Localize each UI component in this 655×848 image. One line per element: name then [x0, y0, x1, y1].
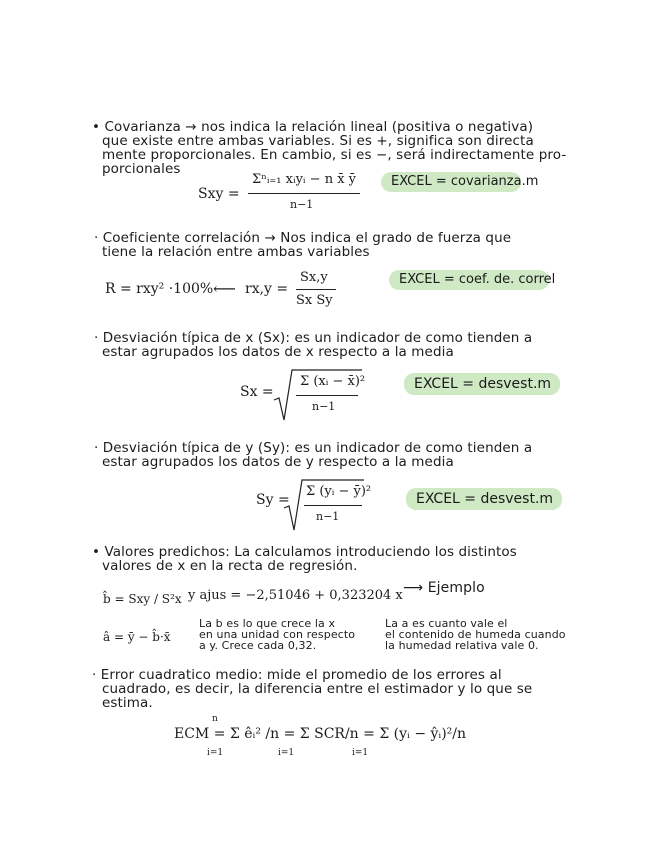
valores-b-hat: b̂ = Sxy / S²x	[103, 592, 182, 606]
coeficiente-line-2: tiene la relación entre ambas variables	[102, 244, 370, 260]
error-line-2: cuadrado, es decir, la diferencia entre el estimador y lo que se	[102, 681, 533, 697]
valores-line-1: • Valores predichos: La calculamos introduciendo los distintos	[92, 544, 517, 560]
valores-note-b-3: a y. Crece cada 0,32.	[199, 639, 317, 652]
desviacion-x-excel: EXCEL = desvest.m	[414, 376, 552, 392]
desviacion-x-lhs: Sx =	[240, 384, 274, 400]
error-line-3: estima.	[102, 695, 153, 711]
covarianza-formula-lhs: Sxy =	[198, 186, 240, 202]
desviacion-y-fraction-bar	[304, 505, 362, 506]
valores-note-b-2: en una unidad con respecto	[199, 628, 356, 641]
valores-note-a-3: la humedad relativa vale 0.	[385, 639, 539, 652]
desviacion-y-excel: EXCEL = desvest.m	[416, 491, 554, 507]
desviacion-x-line-2: estar agrupados los datos de x respecto a la media	[102, 344, 454, 360]
covarianza-line-2: que existe entre ambas variables. Si es +, significa son directa	[102, 133, 534, 149]
coeficiente-excel-highlight	[389, 270, 556, 290]
covarianza-excel-highlight	[381, 172, 539, 192]
error-line-1: · Error cuadratico medio: mide el promedio de los errores al	[92, 667, 502, 683]
error-sum-bottom-2: i=1	[278, 748, 295, 758]
coeficiente-rxy-numerator: Sx,y	[300, 270, 328, 285]
valores-y-ajustada: y ajus = −2,51046 + 0,323204 x	[188, 588, 403, 603]
coeficiente-line-1: · Coeficiente correlación → Nos indica el grado de fuerza que	[94, 230, 512, 246]
coeficiente-r-formula: R = rxy² ·100%	[105, 281, 214, 297]
desviacion-x-numerator: Σ (xᵢ − x̄)²	[300, 374, 366, 389]
valores-a-hat: â = ȳ − b̂·x̄	[103, 630, 171, 644]
coeficiente-rxy-denominator: Sx Sy	[296, 293, 333, 308]
desviacion-x-excel-highlight	[404, 373, 560, 395]
error-sum-bottom-3: i=1	[352, 748, 369, 758]
covarianza-formula-numerator: Σⁿᵢ₌₁ xᵢyᵢ − n x̄ ȳ	[252, 172, 357, 187]
coeficiente-arrow: ⟵	[213, 279, 236, 298]
valores-note-a-2: el contenido de humeda cuando	[385, 628, 566, 641]
desviacion-y-line-1: · Desviación típica de y (Sy): es un indicador de como tienden a	[94, 440, 533, 456]
covarianza-line-4: porcionales	[102, 161, 181, 177]
error-sum-bottom-1: i=1	[207, 748, 224, 758]
error-ecm-formula: ECM = Σ êᵢ² /n = Σ SCR/n = Σ (yᵢ − ŷᵢ)²/n	[174, 726, 467, 742]
valores-ejemplo: ⟶ Ejemplo	[403, 580, 485, 596]
desviacion-x-line-1: · Desviación típica de x (Sx): es un indicador de como tienden a	[94, 330, 533, 346]
covarianza-line-3: mente proporcionales. En cambio, si es −, será indirectamente pro-	[102, 147, 567, 163]
coeficiente-fraction-bar	[296, 289, 336, 290]
desviacion-y-line-2: estar agrupados los datos de y respecto a la media	[102, 454, 454, 470]
valores-note-b-1: La b es lo que crece la x	[199, 617, 336, 630]
desviacion-y-excel-highlight	[406, 488, 562, 510]
covarianza-formula-denominator: n−1	[290, 198, 314, 211]
covarianza-excel: EXCEL = covarianza.m	[391, 174, 539, 189]
desviacion-y-denominator: n−1	[316, 510, 340, 523]
desviacion-x-fraction-bar	[296, 395, 358, 396]
covarianza-line-1: • Covarianza → nos indica la relación lineal (positiva o negativa)	[92, 119, 534, 135]
covarianza-fraction-bar	[248, 193, 360, 194]
desviacion-x-denominator: n−1	[312, 400, 336, 413]
valores-note-a-1: La a es cuanto vale el	[385, 617, 508, 630]
valores-line-2: valores de x en la recta de regresión.	[102, 558, 358, 574]
desviacion-y-numerator: Σ (yᵢ − ȳ)²	[306, 484, 372, 499]
error-sum-top: n	[212, 714, 218, 724]
coeficiente-rxy-lhs: rx,y =	[245, 281, 289, 297]
desviacion-y-lhs: Sy =	[256, 492, 290, 508]
coeficiente-excel: EXCEL = coef. de. correl	[399, 272, 556, 287]
